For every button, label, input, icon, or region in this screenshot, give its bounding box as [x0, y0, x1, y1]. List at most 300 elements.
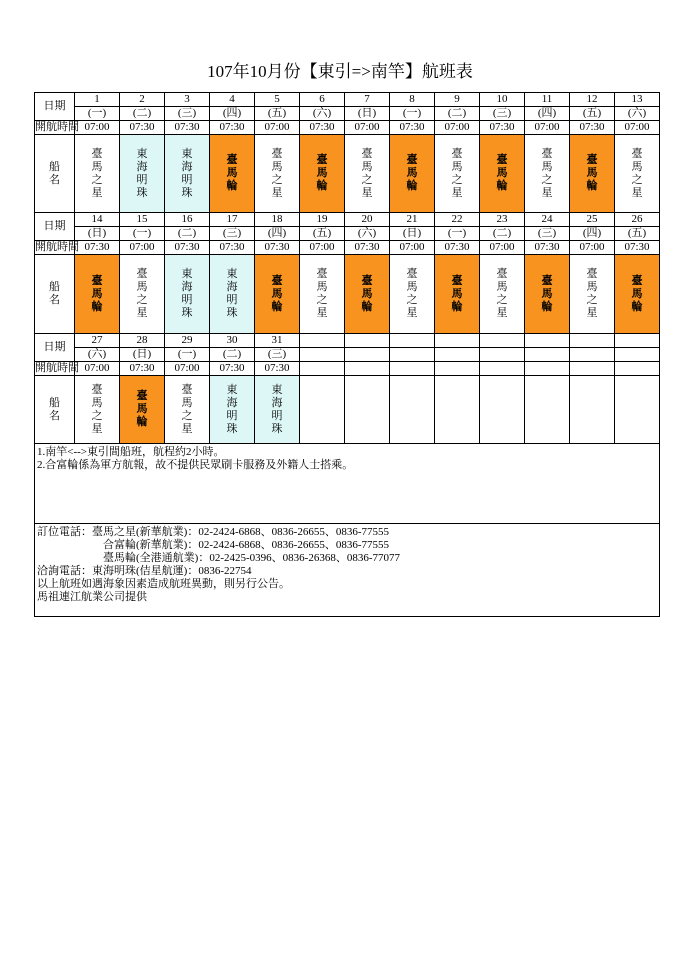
departure-time: 07:30: [525, 241, 570, 255]
ship-name-char: 馬: [541, 160, 553, 173]
date-label: 日期: [35, 93, 75, 121]
date-row: [35, 334, 660, 348]
ship-name-char: 東: [181, 147, 193, 160]
ship-name-char: 馬: [181, 396, 193, 409]
ship-name-char: 馬: [541, 287, 553, 300]
day-number: 13: [615, 93, 660, 107]
ship-name-char: 臺: [631, 147, 643, 160]
day-number: [615, 334, 660, 348]
ship-name-char: 星: [136, 307, 148, 319]
ship-name-char: 輪: [496, 180, 508, 192]
weekday: (五): [300, 227, 345, 241]
ship-cell: [210, 376, 255, 444]
ship-name-char: 輪: [361, 300, 373, 313]
departure-time: 07:00: [345, 121, 390, 135]
ship-name-char: 馬: [631, 160, 643, 173]
departure-time: [390, 362, 435, 376]
day-number: 2: [120, 93, 165, 107]
ship-name-char: 明: [181, 173, 193, 186]
weekday: (三): [525, 227, 570, 241]
departure-time: 07:00: [525, 121, 570, 135]
ship-name-char: 輪: [226, 180, 238, 192]
ship-name-char: 珠: [136, 186, 148, 199]
ship-label: [35, 376, 75, 444]
departure-time: [435, 362, 480, 376]
departure-time: 07:30: [435, 241, 480, 255]
ship-name-char: 珠: [181, 186, 193, 199]
weekday-row: [35, 348, 660, 362]
empty-cell: [300, 376, 345, 444]
ship-name-char: 之: [136, 294, 148, 306]
weekday: [615, 348, 660, 362]
departure-time: 07:00: [255, 121, 300, 135]
ship-cell: [255, 255, 300, 334]
day-number: 26: [615, 213, 660, 227]
departure-time: 07:00: [390, 241, 435, 255]
ship-cell: [210, 135, 255, 213]
ship-name-char: 臺: [226, 154, 238, 166]
ship-cell: [75, 376, 120, 444]
ship-name-char: 馬: [631, 287, 643, 300]
empty-cell: [570, 376, 615, 444]
empty-cell: [435, 376, 480, 444]
date-row: [35, 213, 660, 227]
departure-time: 07:00: [480, 241, 525, 255]
ship-name-char: 明: [181, 294, 193, 306]
ship-name-char: 馬: [271, 160, 283, 173]
ship-name-char: 之: [496, 294, 508, 306]
departure-time: 07:30: [480, 121, 525, 135]
ship-cell: [525, 255, 570, 334]
ship-cell: [480, 255, 525, 334]
ship-name-char: 之: [451, 173, 463, 186]
ship-name-char: 馬: [316, 167, 328, 179]
day-number: [300, 334, 345, 348]
ship-name-char: 臺: [316, 154, 328, 166]
empty-cell: [615, 376, 660, 444]
day-number: 28: [120, 334, 165, 348]
ship-cell: [75, 135, 120, 213]
ship-name-char: 馬: [316, 281, 328, 293]
ship-name-char: 臺: [496, 268, 508, 280]
ship-name-char: 輪: [136, 416, 148, 428]
weekday: (六): [345, 227, 390, 241]
weekday: (五): [570, 107, 615, 121]
ship-name-char: 明: [226, 409, 238, 422]
ship-cell: [390, 135, 435, 213]
weekday: (五): [255, 107, 300, 121]
empty-cell: [345, 376, 390, 444]
ship-name-char: 馬: [451, 287, 463, 300]
weekday: (三): [165, 107, 210, 121]
day-number: 8: [390, 93, 435, 107]
ship-name-char: 星: [451, 186, 463, 199]
ship-name-char: 海: [181, 281, 193, 293]
ship-name-char: 珠: [271, 422, 283, 435]
day-number: 4: [210, 93, 255, 107]
ship-name-char: 珠: [181, 307, 193, 319]
ship-name-char: 輪: [91, 300, 103, 313]
weekday: [570, 348, 615, 362]
weekday: (二): [435, 107, 480, 121]
day-number: 9: [435, 93, 480, 107]
weekday: (一): [390, 107, 435, 121]
ship-name-char: 臺: [631, 274, 643, 287]
ship-name-char: 臺: [361, 147, 373, 160]
weekday-row: [35, 107, 660, 121]
departure-time: 07:30: [210, 121, 255, 135]
ship-name-char: 之: [316, 294, 328, 306]
departure-time-label: 開航時間: [35, 121, 79, 133]
contact-line: 訂位電話：臺馬之星(新華航業)：02-2424-6868、0836-26655、0836-77555: [37, 526, 389, 538]
weekday: (六): [615, 107, 660, 121]
ship-name-char: 星: [406, 307, 418, 319]
ship-cell: [255, 376, 300, 444]
ship-name-char: 臺: [496, 154, 508, 166]
contact-line: 洽詢電話：東海明珠(佶星航運)：0836-22754: [37, 565, 252, 577]
ship-name-char: 馬: [271, 287, 283, 300]
weekday: (四): [570, 227, 615, 241]
ship-cell: [525, 135, 570, 213]
departure-time: [300, 362, 345, 376]
ship-name-char: 馬: [361, 160, 373, 173]
weekday: (一): [120, 227, 165, 241]
weekday: [525, 348, 570, 362]
day-number: 19: [300, 213, 345, 227]
ship-row: [35, 255, 660, 334]
ship-cell: [435, 255, 480, 334]
ship-cell: [120, 135, 165, 213]
time-row: [35, 121, 660, 135]
ship-label-char: 船: [49, 160, 60, 173]
ship-name-char: 星: [91, 422, 103, 435]
weekday: (二): [165, 227, 210, 241]
ship-cell: [570, 135, 615, 213]
ship-cell: [300, 255, 345, 334]
page-title: 107年10月份【東引=>南竿】航班表: [207, 62, 473, 81]
ship-label-char: 船: [49, 281, 60, 293]
weekday: (日): [390, 227, 435, 241]
departure-time: 07:30: [255, 362, 300, 376]
ship-name-char: 馬: [451, 160, 463, 173]
weekday: [480, 348, 525, 362]
day-number: 1: [75, 93, 120, 107]
notes-cell: [35, 444, 660, 524]
day-number: 11: [525, 93, 570, 107]
weekday: (三): [255, 348, 300, 362]
ship-cell: [615, 135, 660, 213]
ship-name-char: 馬: [226, 167, 238, 179]
day-number: [570, 334, 615, 348]
ship-name-char: 馬: [586, 281, 598, 293]
departure-time: 07:00: [75, 121, 120, 135]
ship-name-char: 星: [586, 307, 598, 319]
ship-label-char: 名: [49, 294, 60, 306]
note-line: 2.合富輪係為軍方航報，故不提供民眾刷卡服務及外籍人士搭乘。: [37, 459, 354, 471]
contact-line: 馬祖連江航業公司提供: [37, 591, 147, 603]
day-number: 25: [570, 213, 615, 227]
weekday: (日): [120, 348, 165, 362]
weekday: (日): [75, 227, 120, 241]
ship-cell: [120, 376, 165, 444]
weekday: [390, 348, 435, 362]
contacts-row: [35, 524, 660, 617]
empty-cell: [390, 376, 435, 444]
ship-name-char: 之: [541, 173, 553, 186]
ship-name-char: 星: [541, 186, 553, 199]
ship-name-char: 馬: [91, 160, 103, 173]
ship-cell: [210, 255, 255, 334]
ship-name-char: 海: [226, 281, 238, 293]
departure-time: 07:00: [300, 241, 345, 255]
day-number: 14: [75, 213, 120, 227]
weekday: (三): [210, 227, 255, 241]
day-number: 31: [255, 334, 300, 348]
weekday: [345, 348, 390, 362]
weekday: (五): [615, 227, 660, 241]
weekday: [435, 348, 480, 362]
empty-cell: [525, 376, 570, 444]
ship-name-char: 臺: [451, 147, 463, 160]
ship-name-char: 明: [271, 409, 283, 422]
ship-name-char: 星: [631, 186, 643, 199]
ship-cell: [165, 135, 210, 213]
ship-label-char: 名: [49, 409, 60, 422]
weekday: (四): [255, 227, 300, 241]
day-number: 15: [120, 213, 165, 227]
ship-cell: [435, 135, 480, 213]
weekday: (四): [210, 107, 255, 121]
ship-name-char: 臺: [316, 268, 328, 280]
day-number: 10: [480, 93, 525, 107]
ship-name-char: 輪: [271, 300, 283, 313]
departure-time: [570, 362, 615, 376]
weekday-row: [35, 227, 660, 241]
weekday: (二): [120, 107, 165, 121]
ship-name-char: 臺: [181, 383, 193, 396]
departure-time: 07:00: [165, 362, 210, 376]
ship-name-char: 臺: [586, 268, 598, 280]
ship-name-char: 星: [271, 186, 283, 199]
ship-cell: [570, 255, 615, 334]
departure-time: 07:30: [345, 241, 390, 255]
departure-time: 07:30: [120, 362, 165, 376]
ship-name-char: 馬: [496, 167, 508, 179]
ship-name-char: 之: [91, 409, 103, 422]
day-number: [390, 334, 435, 348]
day-number: [345, 334, 390, 348]
ship-cell: [480, 135, 525, 213]
ship-name-char: 星: [496, 307, 508, 319]
departure-time: 07:30: [165, 241, 210, 255]
departure-time: 07:30: [75, 241, 120, 255]
day-number: 7: [345, 93, 390, 107]
time-row: [35, 362, 660, 376]
departure-time-label: 開航時間: [35, 362, 79, 374]
ship-name-char: 臺: [271, 274, 283, 287]
date-label: 日期: [35, 213, 75, 241]
day-number: 27: [75, 334, 120, 348]
departure-time: 07:00: [615, 121, 660, 135]
day-number: 20: [345, 213, 390, 227]
weekday: (一): [75, 107, 120, 121]
departure-time: 07:30: [120, 121, 165, 135]
ship-name-char: 臺: [451, 274, 463, 287]
ship-cell: [75, 255, 120, 334]
ship-name-char: 臺: [586, 154, 598, 166]
ship-name-char: 之: [181, 409, 193, 422]
notes-row: [35, 444, 660, 524]
ship-name-char: 臺: [541, 274, 553, 287]
contact-line: 臺馬輪(全港通航業)：02-2425-0396、0836-26368、0836-77077: [37, 552, 400, 564]
ship-name-char: 星: [361, 186, 373, 199]
ship-name-char: 珠: [226, 307, 238, 319]
ship-name-char: 馬: [91, 287, 103, 300]
ship-name-char: 輪: [631, 300, 643, 313]
day-number: [435, 334, 480, 348]
ship-name-char: 輪: [451, 300, 463, 313]
ship-name-char: 輪: [541, 300, 553, 313]
departure-time: [615, 362, 660, 376]
ship-name-char: 馬: [406, 167, 418, 179]
ship-cell: [300, 135, 345, 213]
day-number: 21: [390, 213, 435, 227]
ship-name-char: 之: [631, 173, 643, 186]
ship-name-char: 海: [181, 160, 193, 173]
ship-name-char: 臺: [136, 268, 148, 280]
weekday: (日): [345, 107, 390, 121]
date-label: 日期: [35, 334, 75, 362]
departure-time: 07:00: [435, 121, 480, 135]
ship-cell: [615, 255, 660, 334]
ship-label: [35, 135, 75, 213]
day-number: 29: [165, 334, 210, 348]
ship-name-char: 明: [226, 294, 238, 306]
ship-name-char: 星: [316, 307, 328, 319]
contact-line: 以上航班如遇海象因素造成航班異動，則另行公告。: [37, 578, 290, 590]
departure-time: 07:00: [75, 362, 120, 376]
weekday: (四): [525, 107, 570, 121]
ship-name-char: 臺: [406, 268, 418, 280]
day-number: 16: [165, 213, 210, 227]
time-row: [35, 241, 660, 255]
ship-name-char: 東: [226, 268, 238, 280]
ship-name-char: 馬: [91, 396, 103, 409]
schedule-table: [34, 92, 660, 617]
date-row: [35, 93, 660, 107]
day-number: 22: [435, 213, 480, 227]
contact-line: 合富輪(新華航業)：02-2424-6868、0836-26655、0836-77555: [37, 539, 389, 551]
ship-name-char: 海: [136, 160, 148, 173]
departure-time: 07:00: [120, 241, 165, 255]
ship-name-char: 之: [271, 173, 283, 186]
ship-name-char: 東: [226, 383, 238, 396]
ship-name-char: 珠: [226, 422, 238, 435]
ship-name-char: 臺: [91, 383, 103, 396]
note-line: 1.南竿<-->東引間船班，航程約2小時。: [37, 446, 225, 458]
departure-time: [480, 362, 525, 376]
ship-cell: [255, 135, 300, 213]
departure-time: 07:30: [570, 121, 615, 135]
ship-name-char: 輪: [586, 180, 598, 192]
ship-name-char: 馬: [136, 281, 148, 293]
ship-name-char: 海: [271, 396, 283, 409]
departure-time: 07:30: [615, 241, 660, 255]
ship-name-char: 星: [181, 422, 193, 435]
day-number: 3: [165, 93, 210, 107]
day-number: 30: [210, 334, 255, 348]
ship-cell: [390, 255, 435, 334]
weekday: (一): [165, 348, 210, 362]
ship-name-char: 之: [406, 294, 418, 306]
ship-name-char: 輪: [406, 180, 418, 192]
ship-name-char: 之: [586, 294, 598, 306]
departure-time: [525, 362, 570, 376]
ship-name-char: 臺: [136, 390, 148, 402]
departure-time: 07:30: [210, 241, 255, 255]
ship-name-char: 馬: [406, 281, 418, 293]
weekday: (二): [480, 227, 525, 241]
ship-name-char: 馬: [361, 287, 373, 300]
departure-time: 07:30: [210, 362, 255, 376]
ship-name-char: 海: [226, 396, 238, 409]
day-number: 24: [525, 213, 570, 227]
ship-name-char: 臺: [406, 154, 418, 166]
day-number: 12: [570, 93, 615, 107]
ship-name-char: 馬: [136, 403, 148, 415]
ship-row: [35, 376, 660, 444]
ship-label-char: 名: [49, 173, 60, 186]
day-number: 18: [255, 213, 300, 227]
ship-name-char: 東: [181, 268, 193, 280]
ship-name-char: 之: [91, 173, 103, 186]
ship-cell: [165, 255, 210, 334]
departure-time: 07:00: [570, 241, 615, 255]
day-number: [525, 334, 570, 348]
day-number: 23: [480, 213, 525, 227]
ship-name-char: 東: [136, 147, 148, 160]
departure-time: 07:30: [255, 241, 300, 255]
ship-name-char: 馬: [586, 167, 598, 179]
ship-name-char: 東: [271, 383, 283, 396]
weekday: (六): [300, 107, 345, 121]
departure-time: [345, 362, 390, 376]
weekday: (二): [210, 348, 255, 362]
ship-name-char: 馬: [496, 281, 508, 293]
ship-name-char: 臺: [91, 147, 103, 160]
ship-name-char: 星: [91, 186, 103, 199]
ship-name-char: 輪: [316, 180, 328, 192]
ship-cell: [120, 255, 165, 334]
ship-name-char: 之: [361, 173, 373, 186]
ship-name-char: 臺: [91, 274, 103, 287]
departure-time: 07:30: [300, 121, 345, 135]
weekday: [300, 348, 345, 362]
weekday: (三): [480, 107, 525, 121]
ship-name-char: 明: [136, 173, 148, 186]
day-number: 17: [210, 213, 255, 227]
ship-name-char: 臺: [541, 147, 553, 160]
day-number: 5: [255, 93, 300, 107]
ship-cell: [165, 376, 210, 444]
day-number: 6: [300, 93, 345, 107]
departure-time: 07:30: [390, 121, 435, 135]
departure-time-label: 開航時間: [35, 241, 79, 253]
ship-name-char: 臺: [361, 274, 373, 287]
ship-cell: [345, 255, 390, 334]
departure-time: 07:30: [165, 121, 210, 135]
empty-cell: [480, 376, 525, 444]
